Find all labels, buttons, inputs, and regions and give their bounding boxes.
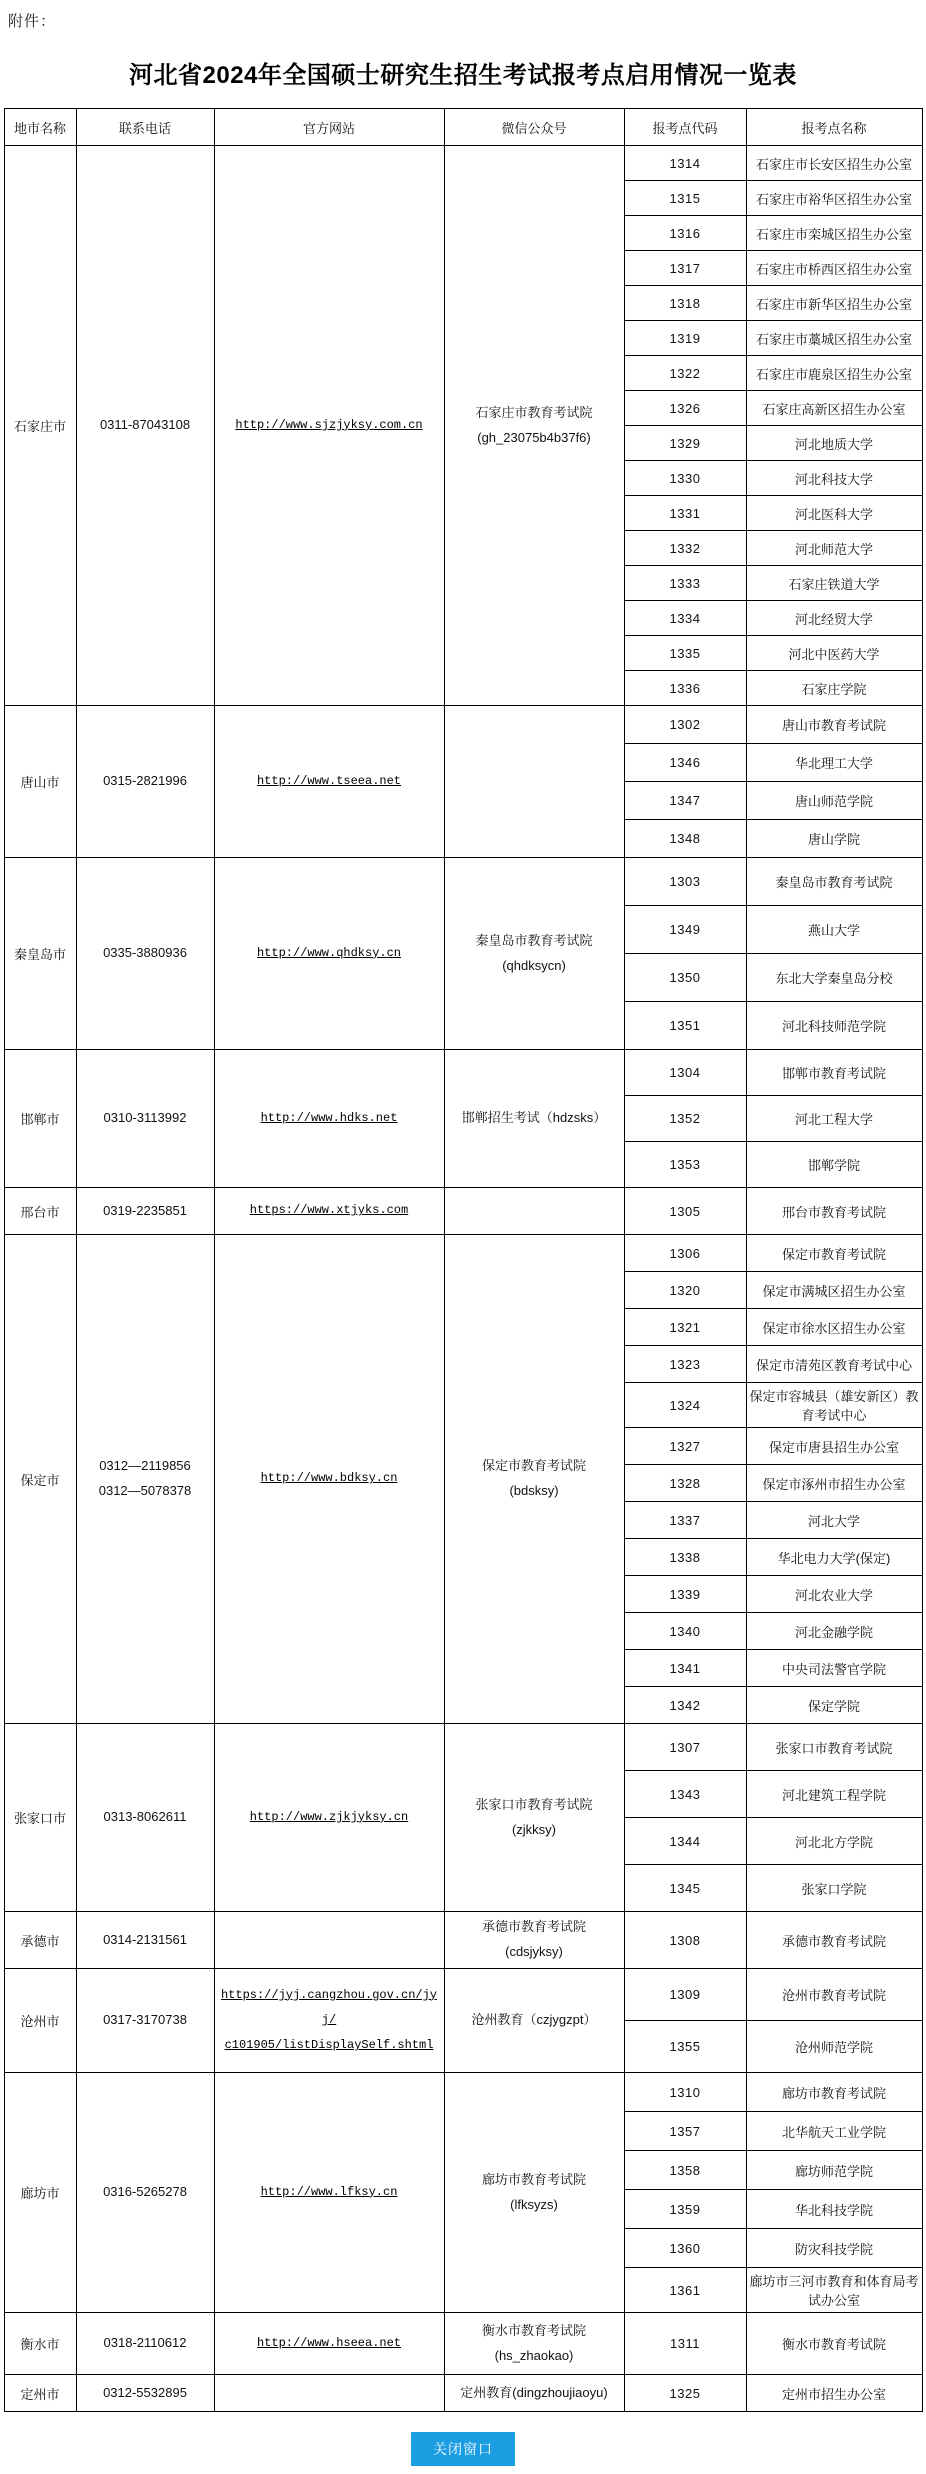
table-row [4,1912,922,1969]
table-row [4,1969,922,2021]
point-code-cell: 1342 [624,1687,746,1724]
point-code-cell: 1324 [624,1383,746,1428]
city-name-cell: 廊坊市 [4,2073,76,2313]
point-code-cell: 1322 [624,356,746,391]
website-line: https://www.xtjyks.com [249,1203,409,1218]
point-code-cell: 1311 [624,2313,746,2375]
point-code-cell: 1361 [624,2268,746,2313]
official-website-cell [214,1969,444,2073]
wechat-account-cell [444,2313,624,2375]
wechat-account-cell [444,2375,624,2412]
enrollment-points-table [4,108,923,2412]
point-name-cell: 保定市教育考试院 [746,1235,922,1272]
table-row [4,1724,922,1771]
phone-line: 0312—5078378 [98,1483,192,1498]
table-row [4,858,922,906]
point-name-cell: 沧州师范学院 [746,2021,922,2073]
official-website-cell [214,1235,444,1724]
point-name-cell: 河北地质大学 [746,426,922,461]
official-website-cell [214,2375,444,2412]
point-code-cell: 1318 [624,286,746,321]
column-header: 报考点代码 [624,109,746,146]
attachment-label: 附件： [8,13,57,30]
official-website-link[interactable] [218,1805,441,1830]
official-website-cell [214,1188,444,1235]
table-row [4,1235,922,1272]
point-name-cell: 东北大学秦皇岛分校 [746,954,922,1002]
contact-phone-cell [76,2073,214,2313]
point-name-cell: 河北金融学院 [746,1613,922,1650]
point-name-cell: 廊坊师范学院 [746,2151,922,2190]
website-line: http://www.lfksy.cn [260,2184,398,2199]
contact-phone-cell [76,706,214,858]
website-line: http://www.tseea.net [256,773,402,788]
city-name-cell: 石家庄市 [4,146,76,706]
wechat-line: 沧州教育（czjygzpt） [471,2012,597,2028]
point-code-cell: 1317 [624,251,746,286]
point-name-cell: 保定市涿州市招生办公室 [746,1465,922,1502]
contact-phone-cell [76,1969,214,2073]
wechat-account-cell [444,2073,624,2313]
wechat-line: (cdsjyksy) [505,1944,563,1959]
website-line: http://www.hdks.net [260,1110,398,1125]
point-name-cell: 邯郸市教育考试院 [746,1050,922,1096]
point-name-cell: 廊坊市教育考试院 [746,2073,922,2112]
wechat-line: (bdsksy) [509,1483,559,1498]
contact-phone-cell [76,858,214,1050]
point-code-cell: 1345 [624,1865,746,1912]
point-name-cell: 石家庄市桥西区招生办公室 [746,251,922,286]
point-name-cell: 河北医科大学 [746,496,922,531]
website-line: http://www.bdksy.cn [260,1471,398,1486]
city-name-cell: 秦皇岛市 [4,858,76,1050]
table-row [4,146,922,181]
point-code-cell: 1336 [624,671,746,706]
point-code-cell: 1348 [624,820,746,858]
phone-line: 0311-87043108 [99,417,191,433]
official-website-cell [214,706,444,858]
point-name-cell: 石家庄市长安区招生办公室 [746,146,922,181]
official-website-link[interactable] [218,413,441,438]
city-name-cell: 沧州市 [4,1969,76,2073]
phone-line: 0318-2110612 [103,2335,187,2351]
point-code-cell: 1358 [624,2151,746,2190]
point-name-cell: 张家口学院 [746,1865,922,1912]
point-name-cell: 沧州市教育考试院 [746,1969,922,2021]
point-name-cell: 华北科技学院 [746,2190,922,2229]
point-code-cell: 1344 [624,1818,746,1865]
contact-phone-cell [76,146,214,706]
point-name-cell: 河北师范大学 [746,531,922,566]
official-website-cell [214,858,444,1050]
point-code-cell: 1310 [624,2073,746,2112]
point-code-cell: 1351 [624,1002,746,1050]
wechat-account-cell [444,1050,624,1188]
official-website-cell [214,1912,444,1969]
close-window-button[interactable]: 关闭窗口 [411,2432,515,2466]
point-name-cell: 石家庄铁道大学 [746,566,922,601]
point-name-cell: 承德市教育考试院 [746,1912,922,1969]
wechat-line: 秦皇岛市教育考试院 [475,932,593,948]
point-name-cell: 河北中医药大学 [746,636,922,671]
point-code-cell: 1337 [624,1502,746,1539]
wechat-line: 廊坊市教育考试院 [481,2171,586,2187]
table-row [4,2375,922,2412]
official-website-link[interactable] [218,2331,441,2356]
point-name-cell: 秦皇岛市教育考试院 [746,858,922,906]
column-header: 联系电话 [76,109,214,146]
point-code-cell: 1314 [624,146,746,181]
point-name-cell: 燕山大学 [746,906,922,954]
point-name-cell: 定州市招生办公室 [746,2375,922,2412]
point-code-cell: 1340 [624,1613,746,1650]
phone-line: 0315-2821996 [103,773,187,789]
contact-phone-cell [76,1188,214,1235]
table-row [4,1050,922,1096]
phone-line: 0317-3170738 [103,2012,187,2028]
website-line: http://www.hseea.net [256,2335,402,2350]
phone-line: 0314-2131561 [103,1931,187,1947]
point-code-cell: 1303 [624,858,746,906]
point-name-cell: 唐山师范学院 [746,782,922,820]
point-name-cell: 河北北方学院 [746,1818,922,1865]
point-name-cell: 防灾科技学院 [746,2229,922,2268]
official-website-link[interactable] [218,1106,441,1131]
point-name-cell: 河北建筑工程学院 [746,1771,922,1818]
table-row [4,2313,922,2375]
point-name-cell: 保定市唐县招生办公室 [746,1428,922,1465]
website-line: https://jyj.cangzhou.gov.cn/jyj/ [220,1987,438,2027]
column-header: 地市名称 [4,109,76,146]
wechat-account-cell [444,146,624,706]
point-name-cell: 保定学院 [746,1687,922,1724]
contact-phone-cell [76,2375,214,2412]
official-website-link[interactable] [218,1198,441,1223]
official-website-link[interactable] [218,1983,441,2059]
column-header: 报考点名称 [746,109,922,146]
point-code-cell: 1347 [624,782,746,820]
point-name-cell: 北华航天工业学院 [746,2112,922,2151]
point-code-cell: 1316 [624,216,746,251]
wechat-line: 定州教育(dingzhoujiaoyu) [460,2384,608,2400]
point-code-cell: 1320 [624,1272,746,1309]
point-name-cell: 廊坊市三河市教育和体育局考试办公室 [746,2268,922,2313]
point-code-cell: 1330 [624,461,746,496]
point-name-cell: 石家庄市栾城区招生办公室 [746,216,922,251]
contact-phone-cell [76,1235,214,1724]
wechat-account-cell [444,1724,624,1912]
official-website-cell [214,2313,444,2375]
wechat-line: (zjkksy) [511,1821,557,1837]
point-name-cell: 张家口市教育考试院 [746,1724,922,1771]
point-name-cell: 石家庄市新华区招生办公室 [746,286,922,321]
official-website-cell [214,1724,444,1912]
city-name-cell: 承德市 [4,1912,76,1969]
point-code-cell: 1321 [624,1309,746,1346]
point-name-cell: 华北电力大学(保定) [746,1539,922,1576]
table-header-row [4,109,922,146]
official-website-link[interactable] [218,769,441,794]
point-name-cell: 河北科技师范学院 [746,1002,922,1050]
official-website-cell [214,2073,444,2313]
point-code-cell: 1315 [624,181,746,216]
point-name-cell: 石家庄市藁城区招生办公室 [746,321,922,356]
phone-line: 0310-3113992 [103,1110,187,1126]
point-name-cell: 河北经贸大学 [746,601,922,636]
point-code-cell: 1304 [624,1050,746,1096]
point-name-cell: 河北农业大学 [746,1576,922,1613]
point-code-cell: 1328 [624,1465,746,1502]
point-name-cell: 华北理工大学 [746,744,922,782]
point-code-cell: 1334 [624,601,746,636]
point-code-cell: 1306 [624,1235,746,1272]
city-name-cell: 保定市 [4,1235,76,1724]
point-code-cell: 1323 [624,1346,746,1383]
city-name-cell: 邯郸市 [4,1050,76,1188]
official-website-cell [214,1050,444,1188]
point-code-cell: 1338 [624,1539,746,1576]
point-name-cell: 邯郸学院 [746,1142,922,1188]
point-code-cell: 1343 [624,1771,746,1818]
point-code-cell: 1341 [624,1650,746,1687]
point-code-cell: 1327 [624,1428,746,1465]
wechat-line: 保定市教育考试院 [481,1458,586,1474]
column-header: 官方网站 [214,109,444,146]
city-name-cell: 邢台市 [4,1188,76,1235]
point-name-cell: 唐山学院 [746,820,922,858]
city-name-cell: 唐山市 [4,706,76,858]
website-line: http://www.sjzjyksy.com.cn [235,417,423,432]
point-name-cell: 河北科技大学 [746,461,922,496]
point-name-cell: 河北大学 [746,1502,922,1539]
website-line: http://www.qhdksy.cn [256,945,402,960]
point-code-cell: 1325 [624,2375,746,2412]
point-name-cell: 保定市徐水区招生办公室 [746,1309,922,1346]
point-code-cell: 1346 [624,744,746,782]
wechat-line: (lfksyzs) [510,2196,558,2212]
website-line: c101905/listDisplaySelf.shtml [224,2038,434,2053]
point-name-cell: 石家庄市裕华区招生办公室 [746,181,922,216]
wechat-account-cell [444,1235,624,1724]
contact-phone-cell [76,2313,214,2375]
wechat-account-cell [444,1188,624,1235]
wechat-line: 张家口市教育考试院 [475,1796,593,1812]
point-code-cell: 1319 [624,321,746,356]
point-name-cell: 保定市容城县（雄安新区）教育考试中心 [746,1383,922,1428]
official-website-link[interactable] [218,941,441,966]
point-name-cell: 石家庄市鹿泉区招生办公室 [746,356,922,391]
point-code-cell: 1339 [624,1576,746,1613]
point-name-cell: 保定市清苑区教育考试中心 [746,1346,922,1383]
point-code-cell: 1309 [624,1969,746,2021]
table-row [4,2073,922,2112]
phone-line: 0319-2235851 [103,1202,187,1218]
phone-line: 0312-5532895 [103,2384,187,2400]
table-row [4,706,922,744]
wechat-line: 石家庄市教育考试院 [475,404,593,420]
point-code-cell: 1302 [624,706,746,744]
wechat-account-cell [444,858,624,1050]
point-code-cell: 1352 [624,1096,746,1142]
wechat-line: (hs_zhaokao) [494,2347,574,2363]
point-name-cell: 石家庄高新区招生办公室 [746,391,922,426]
official-website-link[interactable] [218,1466,441,1491]
page-title: 河北省2024年全国硕士研究生招生考试报考点启用情况一览表 [129,62,797,89]
wechat-line: (gh_23075b4b37f6) [477,429,591,445]
point-code-cell: 1332 [624,531,746,566]
point-name-cell: 中央司法警官学院 [746,1650,922,1687]
city-name-cell: 张家口市 [4,1724,76,1912]
point-name-cell: 石家庄学院 [746,671,922,706]
point-code-cell: 1307 [624,1724,746,1771]
official-website-link[interactable] [218,2180,441,2205]
phone-line: 0313-8062611 [103,1809,187,1825]
phone-line: 0335-3880936 [103,945,187,961]
wechat-account-cell [444,706,624,858]
point-code-cell: 1335 [624,636,746,671]
point-code-cell: 1355 [624,2021,746,2073]
point-code-cell: 1349 [624,906,746,954]
point-code-cell: 1326 [624,391,746,426]
point-code-cell: 1333 [624,566,746,601]
wechat-line: (qhdksycn) [502,957,566,973]
point-code-cell: 1305 [624,1188,746,1235]
point-code-cell: 1357 [624,2112,746,2151]
contact-phone-cell [76,1912,214,1969]
point-name-cell: 邢台市教育考试院 [746,1188,922,1235]
contact-phone-cell [76,1050,214,1188]
contact-phone-cell [76,1724,214,1912]
city-name-cell: 衡水市 [4,2313,76,2375]
table-row [4,1188,922,1235]
city-name-cell: 定州市 [4,2375,76,2412]
official-website-cell [214,146,444,706]
wechat-line: 衡水市教育考试院 [481,2322,586,2338]
phone-line: 0316-5265278 [103,2184,187,2200]
website-line: http://www.zjkjyksy.cn [249,1809,409,1824]
wechat-line: 邯郸招生考试（hdzsks） [461,1110,607,1126]
wechat-line: 承德市教育考试院 [481,1919,586,1935]
point-name-cell: 河北工程大学 [746,1096,922,1142]
point-code-cell: 1350 [624,954,746,1002]
point-code-cell: 1360 [624,2229,746,2268]
point-code-cell: 1359 [624,2190,746,2229]
phone-line: 0312—2119856 [99,1458,191,1474]
point-code-cell: 1329 [624,426,746,461]
button-bar [0,2432,926,2466]
point-code-cell: 1331 [624,496,746,531]
point-name-cell: 衡水市教育考试院 [746,2313,922,2375]
wechat-account-cell [444,1912,624,1969]
point-name-cell: 唐山市教育考试院 [746,706,922,744]
point-code-cell: 1353 [624,1142,746,1188]
point-name-cell: 保定市满城区招生办公室 [746,1272,922,1309]
wechat-account-cell [444,1969,624,2073]
column-header: 微信公众号 [444,109,624,146]
point-code-cell: 1308 [624,1912,746,1969]
